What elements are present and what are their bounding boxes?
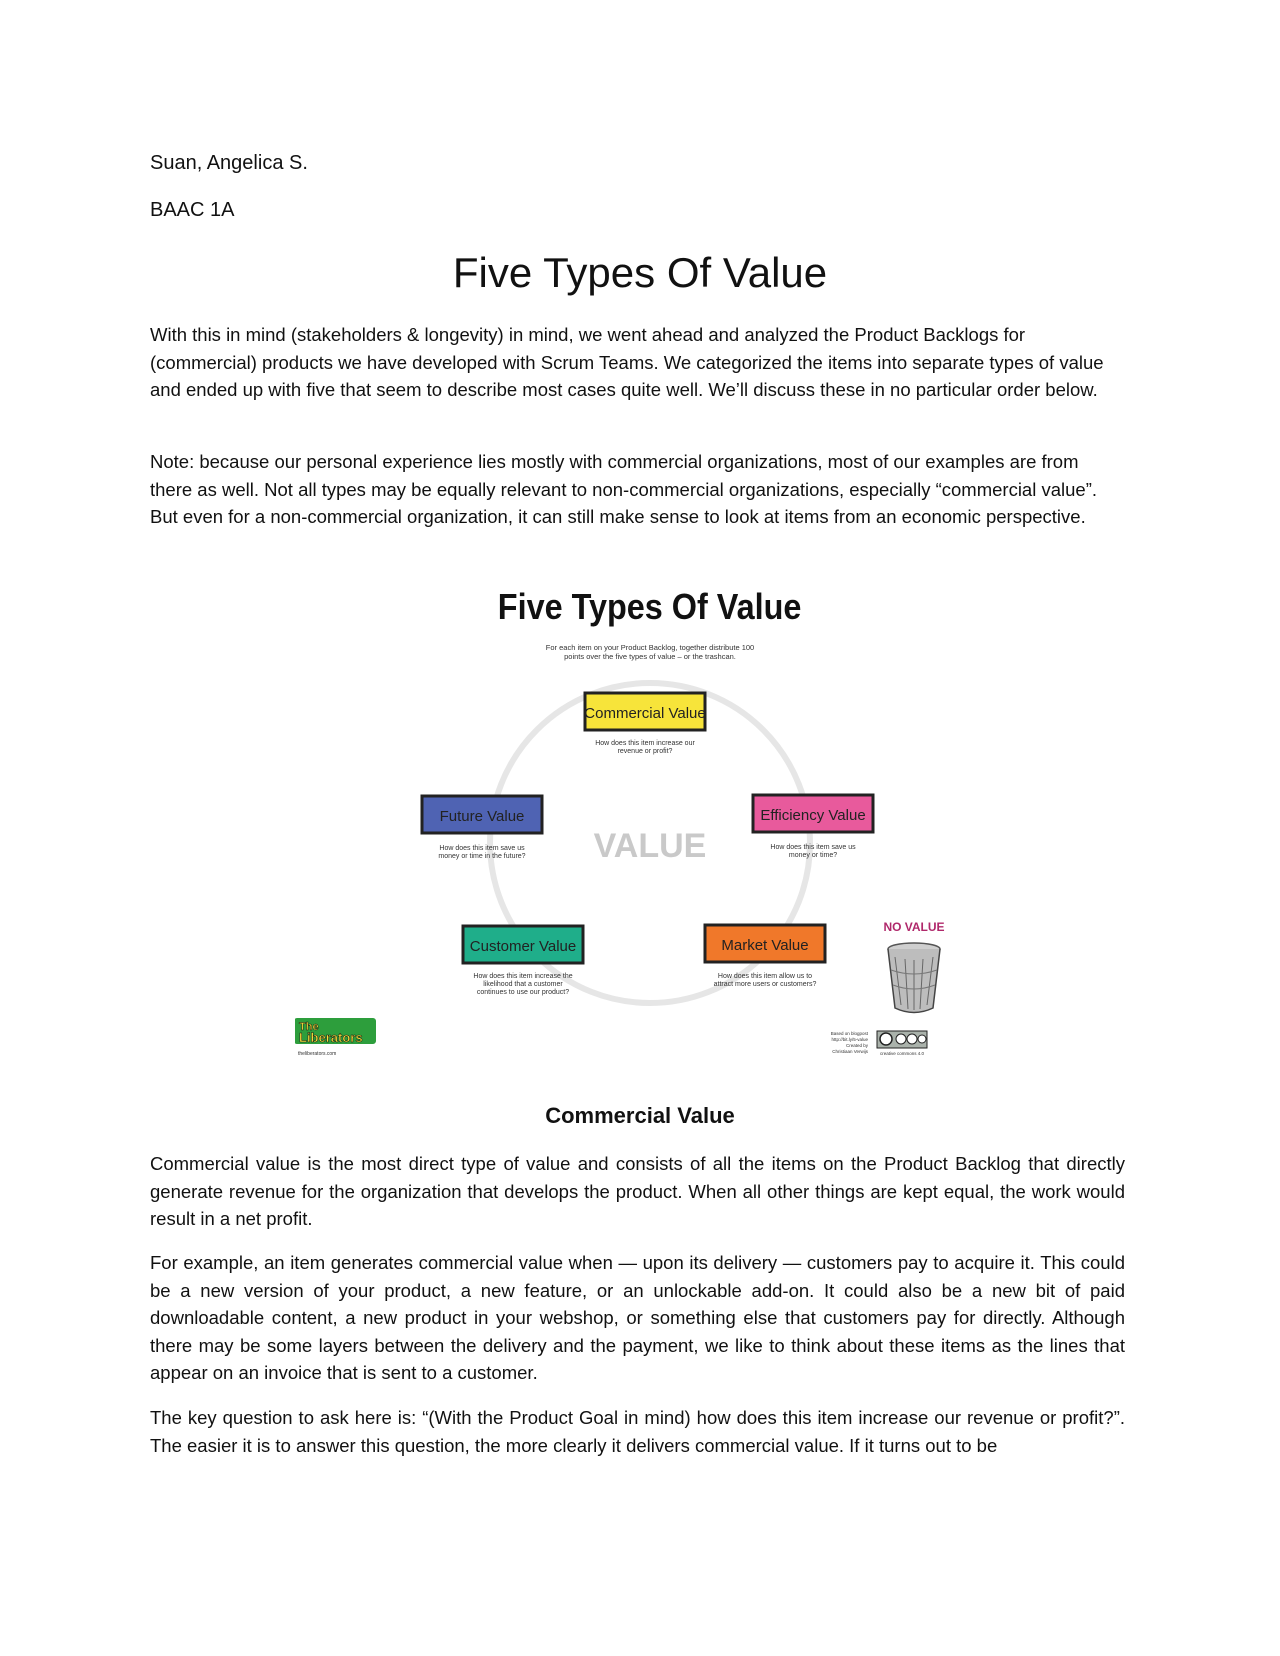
commercial-value-label: Commercial Value <box>584 705 706 722</box>
note-paragraph: Note: because our personal experience lies mostly with commercial organizations, most of our examples are from there as well. Not all types may be equally relevant to non-commercial organizations, especially “commercial value”. But even for a non-commercial organization, it can still make sense to look at items from an economic perspective. <box>150 451 1097 527</box>
creative-commons-icon <box>877 1031 927 1048</box>
credits-line-3: Created by <box>845 1043 868 1048</box>
commercial-paragraph-2: For example, an item generates commercial value when — upon its delivery — customers pay to acquire it. This could be a new version of your product, a new feature, or an unlockable add-on. It could also be a new bit of paid downloadable content, a new product in your webshop, or something else that customers pay for directly. Although there may be some layers between the delivery and the payment, we like to think about these items as the lines that appear on an invoice that is sent to a customer. <box>150 1252 1125 1383</box>
logo-line-2: Liberators <box>299 1030 363 1045</box>
market-value-question-1: How does this item allow us to <box>717 973 813 980</box>
author-name: Suan, Angelica S. <box>150 152 308 174</box>
future-value-question-2: money or time in the future? <box>438 853 526 860</box>
class-section: BAAC 1A <box>150 199 235 221</box>
commercial-paragraph-1: Commercial value is the most direct type of value and consists of all the items on the Product Backlog that directly generate revenue for the organization that develops the product. When all other things are kept equal, the work would result in a net profit. <box>150 1153 1125 1229</box>
efficiency-value-question-2: money or time? <box>788 852 838 859</box>
value-center-label: VALUE <box>593 827 707 865</box>
page-title: Five Types Of Value <box>452 249 828 296</box>
figure-subtitle-2: points over the five types of value – or the trashcan. <box>564 652 736 661</box>
commercial-value-question-1: How does this item increase our <box>595 740 695 747</box>
logo-line-1: The <box>299 1021 319 1033</box>
figure-subtitle-1: For each item on your Product Backlog, together distribute 100 <box>545 643 755 652</box>
commercial-paragraph-3: The key question to ask here is: “(With the Product Goal in mind) how does this item increase our revenue or profit?”. The easier it is to answer this question, the more clearly it delivers commercial value. If it turns out to be <box>150 1407 1125 1456</box>
logo-url: theliberators.com <box>298 1051 337 1057</box>
cc-label: creative commons 4.0 <box>879 1051 925 1056</box>
credits-line-4: Christiaan Verwijs <box>832 1049 868 1054</box>
no-value-label: NO VALUE <box>883 920 945 934</box>
efficiency-value-question-1: How does this item save us <box>770 844 856 851</box>
customer-value-question-2: likelihood that a customer <box>483 981 563 988</box>
commercial-value-question-2: revenue or profit? <box>617 748 673 755</box>
market-value-question-2: attract more users or customers? <box>713 981 817 988</box>
future-value-question-1: How does this item save us <box>439 845 525 852</box>
five-types-of-value-figure <box>295 585 985 1077</box>
market-value-label: Market Value <box>721 937 809 954</box>
efficiency-value-label: Efficiency Value <box>760 807 866 824</box>
customer-value-question-3: continues to use our product? <box>476 989 570 996</box>
credits-line-1: Based on blogpost <box>830 1031 868 1036</box>
intro-paragraph: With this in mind (stakeholders & longevity) in mind, we went ahead and analyzed the Product Backlogs for (commercial) products we have developed with Scrum Teams. We categorized the items into separate types of value and ended up with five that seem to describe most cases quite well. We’ll discuss these in no particular order below. <box>150 324 1104 400</box>
customer-value-label: Customer Value <box>469 938 577 955</box>
figure-title: Five Types Of Value <box>497 587 802 628</box>
section-heading: Commercial Value <box>545 1103 735 1128</box>
future-value-label: Future Value <box>439 808 525 825</box>
customer-value-question-1: How does this item increase the <box>473 973 573 980</box>
credits-line-2: http://bit.ly/5-value <box>831 1037 868 1042</box>
trashcan-icon <box>888 943 940 1013</box>
